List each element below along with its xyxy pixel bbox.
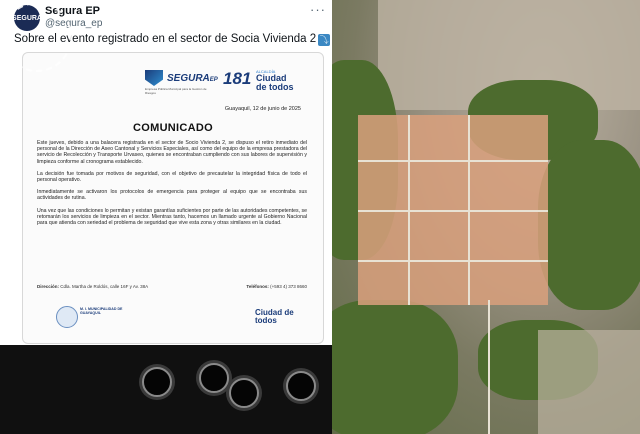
- tweet-text-body: Sobre el evento registrado en el sector de Socia Vivienda 2: [14, 33, 317, 45]
- logo-ciudad-top: ALCALDÍA: [256, 69, 276, 74]
- municipality-name: M. I. MUNICIPALIDAD DE GUAYAQUIL: [80, 307, 123, 316]
- document-paragraph: Este jueves, debido a una balacera registrada en el sector de Socio Vivienda 2, se dispuso el retiro inmediato del personal de la Dirección de Aseo Cantonal y Servicios Especiales, así como del equipo de la empresa prestadora del servicio de Recolección y Transporte Urvaseo, quienes se encontraban cumpliendo con sus labores de supervisión y limpieza conforme al cronograma establecido.: [37, 140, 307, 165]
- tweet-handle[interactable]: @segura_ep: [45, 18, 103, 29]
- municipality-seal-icon: [56, 306, 78, 328]
- satellite-map-image: [318, 0, 640, 434]
- logo-ciudad-de-todos: Ciudad de todos: [256, 73, 294, 92]
- footer-phone-label: Teléfonos:: [246, 284, 269, 289]
- footer-phone: [246, 284, 307, 289]
- footer-address-value: Cdla. Martha de Roldós, calle 16F y Av. 38A: [60, 284, 149, 289]
- bullet-hole-icon: [199, 363, 229, 393]
- ciudad-de-todos-footer-logo: Ciudad de todos: [255, 308, 294, 325]
- document-title: COMUNICADO: [133, 122, 213, 134]
- avatar[interactable]: SEGURA: [14, 5, 40, 31]
- communique-image[interactable]: [22, 52, 324, 344]
- logo-segura-subtitle: Empresa Pública Municipal para la Gestión de Riesgos: [145, 87, 207, 95]
- footer-address: [37, 284, 148, 289]
- document-paragraph: La decisión fue tomada por motivos de seguridad, con el objetivo de precautelar la integridad física de todo el personal operativo.: [37, 170, 307, 184]
- tweet-display-name[interactable]: Segura EP: [45, 5, 101, 17]
- logo-segura-text: SEGURA: [167, 72, 210, 84]
- document-paragraph: Una vez que las condiciones lo permitan y existan garantías suficientes por parte de las autoridades competentes, se retomarán los servicios de limpieza en el sector. Mientras tanto, hacemos un llamado urgente al Gobierno Nacional para que atienda con seriedad el problema de seguridad que vive esta zona y otras similares en la ciudad.: [37, 207, 307, 227]
- document-footer: [37, 284, 307, 289]
- document-paragraph: Inmediatamente se activaron los protocolos de emergencia para proteger al equipo que se encontraba sus actividades de rutina.: [37, 189, 307, 202]
- logo-181: 181: [223, 69, 252, 88]
- document-date: Guayaquil, 12 de junio de 2025: [224, 106, 301, 112]
- arrow-down-emoji-icon: ⤵: [319, 35, 329, 45]
- logo-segura-suffix: EP: [209, 76, 218, 83]
- document-body: [37, 140, 307, 232]
- bullet-hole-icon: [142, 367, 172, 397]
- footer-address-label: Dirección:: [37, 284, 60, 289]
- brand-ring-icon: [2, 2, 72, 72]
- footer-phone-value: (+593 4) 373 8660: [270, 284, 307, 289]
- shield-icon: [145, 70, 163, 86]
- shattered-glass-overlay: [0, 345, 332, 434]
- segura-ep-logo: [145, 70, 218, 86]
- bullet-hole-icon: [286, 371, 316, 401]
- more-options-icon[interactable]: ···: [310, 2, 326, 17]
- bullet-hole-icon: [229, 378, 259, 408]
